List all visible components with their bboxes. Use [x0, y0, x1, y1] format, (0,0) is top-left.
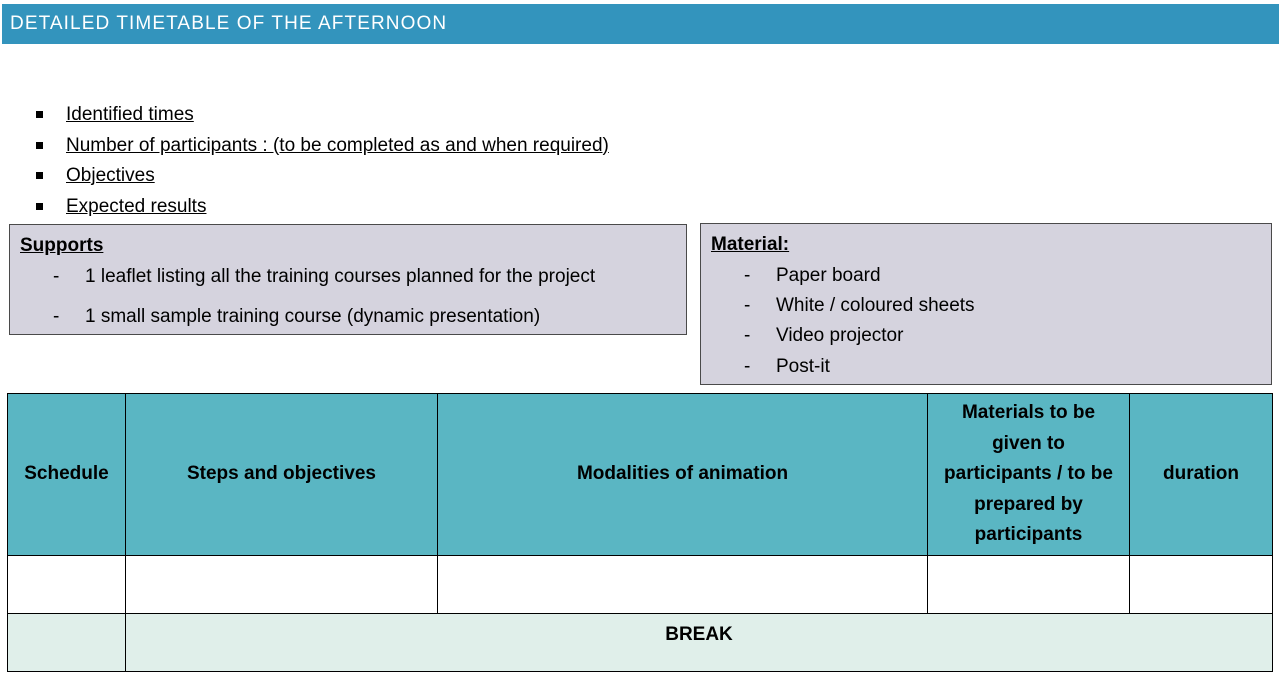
material-item: Video projector	[776, 325, 904, 346]
table-header-row	[8, 394, 1273, 556]
bullet-text: Expected results	[66, 195, 207, 217]
list-item	[34, 161, 609, 192]
list-item	[34, 192, 609, 223]
table-cell[interactable]	[928, 556, 1130, 614]
column-header-modalities: Modalities of animation	[438, 394, 928, 556]
supports-heading: Supports	[20, 235, 104, 256]
table-cell[interactable]	[8, 556, 126, 614]
column-header-schedule: Schedule	[8, 394, 126, 556]
square-bullet-icon	[36, 111, 43, 118]
table-cell[interactable]	[126, 556, 438, 614]
material-heading: Material:	[711, 234, 790, 255]
bullet-text: Objectives	[66, 165, 155, 186]
table-row	[8, 556, 1273, 614]
dash-bullet: -	[53, 266, 60, 287]
material-item: Paper board	[776, 265, 881, 286]
square-bullet-icon	[36, 172, 43, 179]
table-cell[interactable]	[8, 614, 126, 672]
material-item: White / coloured sheets	[776, 295, 975, 316]
supports-item: 1 leaflet listing all the training courses planned for the project	[85, 266, 596, 287]
bullet-text: Number of participants : (to be completed as and when required)	[66, 134, 609, 156]
square-bullet-icon	[36, 142, 43, 149]
table-cell[interactable]	[1130, 556, 1273, 614]
column-header-materials: Materials to be given to participants / to be prepared by participants	[928, 394, 1130, 556]
dash-bullet: -	[744, 295, 751, 316]
info-bullet-list	[34, 100, 609, 222]
dash-bullet: -	[53, 306, 60, 327]
dash-bullet: -	[744, 356, 751, 377]
page-title: DETAILED TIMETABLE OF THE AFTERNOON	[10, 13, 448, 34]
dash-bullet: -	[744, 265, 751, 286]
bullet-text: Identified times	[66, 104, 194, 125]
timetable-table	[7, 393, 1273, 672]
column-header-duration: duration	[1130, 394, 1273, 556]
supports-box	[9, 224, 687, 335]
table-cell[interactable]	[438, 556, 928, 614]
list-item	[34, 131, 609, 162]
column-header-steps: Steps and objectives	[126, 394, 438, 556]
dash-bullet: -	[744, 325, 751, 346]
supports-item: 1 small sample training course (dynamic presentation)	[85, 306, 541, 327]
list-item	[34, 100, 609, 131]
break-label: BREAK	[126, 614, 1273, 672]
material-item: Post-it	[776, 356, 830, 377]
material-box	[700, 223, 1272, 385]
square-bullet-icon	[36, 203, 43, 210]
page-header-bar	[2, 4, 1279, 44]
break-row	[8, 614, 1273, 672]
